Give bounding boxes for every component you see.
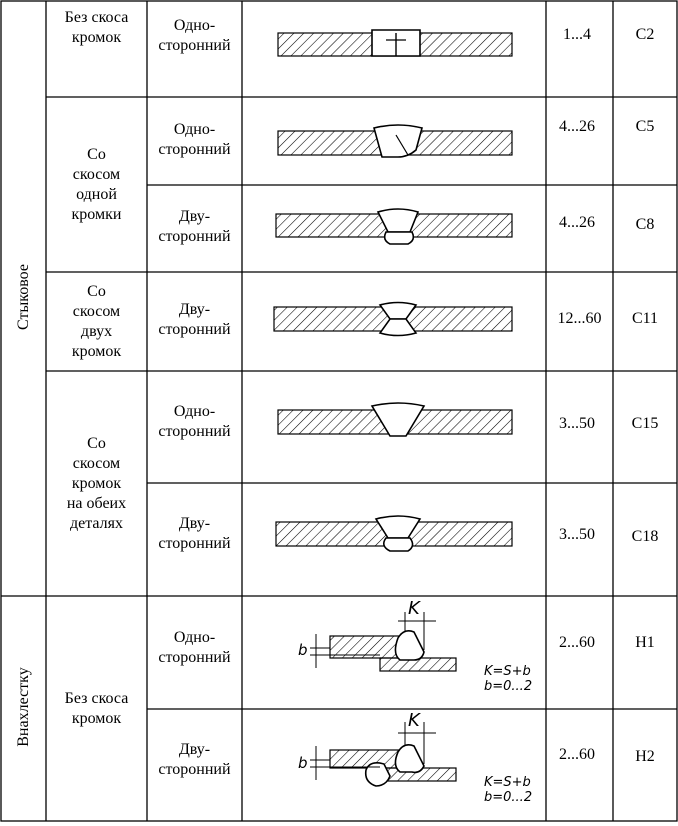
weld-diagram-c18 (276, 516, 512, 551)
designation-c2: С2 (635, 26, 655, 43)
weld-diagram-c5 (278, 125, 512, 157)
designation-h2: Н2 (635, 748, 655, 765)
designation-c8: С8 (635, 216, 655, 233)
weld-type-c11: Дву- сторонний (158, 301, 231, 338)
designation-h1: Н1 (635, 634, 655, 651)
edge-two-bevels: Со скосом двух кромок (71, 282, 122, 360)
thickness-range-c18: 3...50 (559, 526, 595, 543)
weld-diagram-c8 (276, 209, 512, 244)
weld-type-h1: Одно- сторонний (158, 629, 231, 666)
thickness-range-h1: 2...60 (559, 634, 595, 651)
weld-diagram-h2 (310, 722, 456, 786)
thickness-range-c15: 3...50 (559, 415, 595, 432)
designation-c11: С11 (631, 310, 659, 327)
thickness-range-c2: 1...4 (563, 26, 591, 43)
weld-type-c15: Одно- сторонний (158, 403, 231, 440)
edge-no-bevel-butt: Без скоса кромок (64, 9, 129, 46)
thickness-range-c11: 12...60 (557, 310, 602, 327)
designation-c18: С18 (631, 528, 659, 545)
thickness-range-c5: 4...26 (559, 118, 595, 135)
gap-label-h2: b (298, 754, 308, 772)
edge-both-parts: Со скосом кромок на обеих деталях (66, 434, 127, 532)
weld-diagram-h1 (310, 612, 456, 671)
weld-type-h2: Дву- сторонний (158, 741, 231, 778)
weld-type-c5: Одно- сторонний (158, 121, 231, 158)
weld-diagram-c2 (278, 30, 512, 56)
weld-type-c18: Дву- сторонний (158, 515, 231, 552)
thickness-range-h2: 2...60 (559, 746, 595, 763)
weld-diagram-c11 (274, 303, 512, 336)
leg-label-h2: K (408, 710, 420, 731)
weld-diagram-c15 (278, 403, 512, 436)
formula-h2: K=S+b b=0...2 (484, 775, 533, 805)
designation-c15: С15 (631, 415, 659, 432)
weld-type-c2: Одно- сторонний (158, 17, 231, 54)
edge-no-bevel-lap: Без скоса кромок (64, 689, 129, 727)
thickness-range-c8: 4...26 (559, 214, 595, 231)
leg-label-h1: K (408, 598, 420, 619)
group-label-lap: Внахлестку (15, 667, 32, 747)
edge-one-bevel: Со скосом одной кромки (71, 145, 122, 223)
group-label-butt: Стыковое (15, 264, 32, 330)
weld-type-c8: Дву- сторонний (158, 208, 231, 245)
designation-c5: С5 (635, 118, 655, 135)
formula-h1: K=S+b b=0...2 (484, 664, 533, 694)
gap-label-h1: b (298, 641, 308, 659)
